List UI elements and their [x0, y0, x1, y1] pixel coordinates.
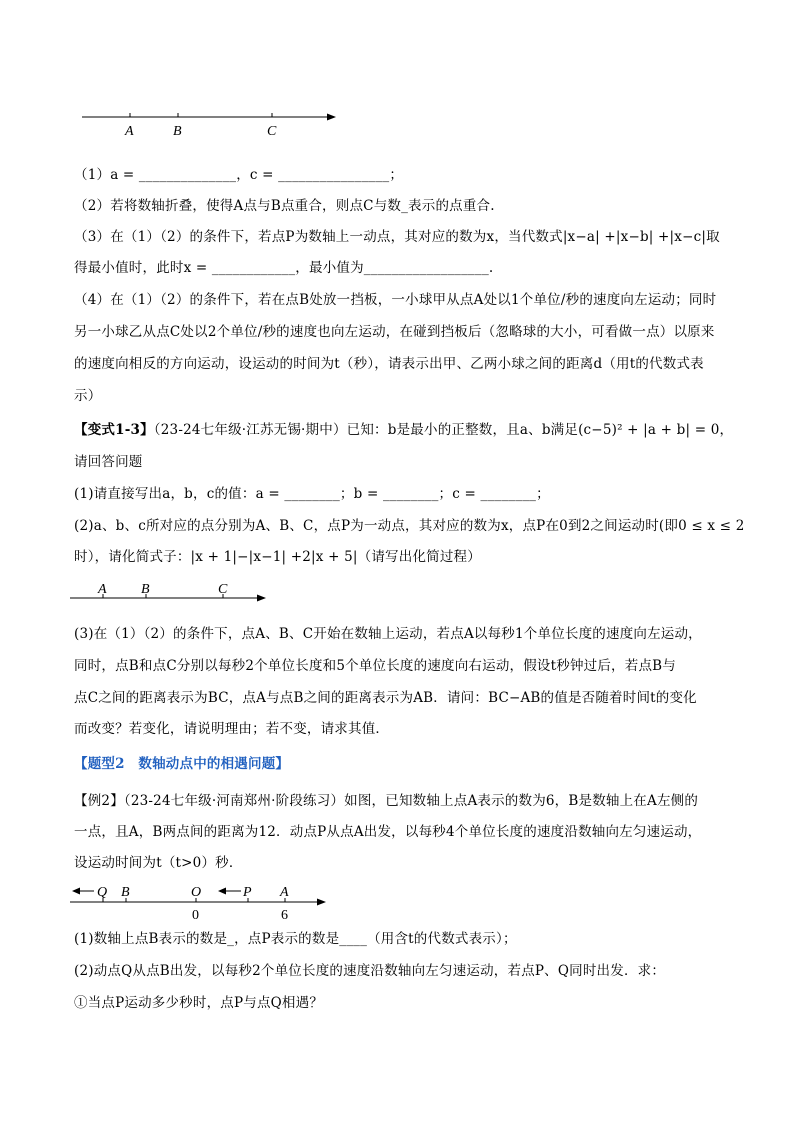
example-q-line-2: (2)动点Q从点B出发，以每秒2个单位长度的速度沿数轴向左匀速运动，若点P、Q同时出发．求：: [74, 963, 666, 979]
axis2-label-a: A: [98, 582, 107, 597]
axis1-label-b: B: [173, 124, 182, 139]
number-line-2: [68, 578, 270, 606]
axis1-label-c: C: [267, 124, 277, 139]
example-q-line-3: ①当点P运动多少秒时，点P与点Q相遇？: [74, 995, 324, 1011]
axis2-label-c: C: [218, 582, 228, 597]
q1-line-3: （3）在（1）（2）的条件下，若点P为数轴上一动点，其对应的数为x，当代数式|x−a| +|x−b| +|x−c|取: [74, 229, 720, 245]
axis3-tick-0: 0: [192, 908, 199, 923]
variant-line-7: 同时，点B和点C分别以每秒2个单位长度和5个单位长度的速度向右运动，假设t秒钟过后，若点B与: [74, 658, 676, 674]
q1-line-4: 得最小值时，此时x = ____________，最小值为__________________.: [74, 260, 494, 276]
q1-line-5: （4）在（1）（2）的条件下，若在点B处放一挡板，一小球甲从点A处以1个单位/秒的速度向左运动；同时: [74, 292, 717, 308]
q1-line-1: （1）a = ______________，c = ________________；: [74, 167, 404, 183]
axis3-label-o: O: [191, 885, 202, 900]
axis3-label-p: P: [243, 885, 252, 900]
variant-line-8: 点C之间的距离表示为BC，点A与点B之间的距离表示为AB．请问：BC−AB的值是否随着时间t的变化: [74, 690, 697, 706]
variant-tag: 【变式1-3】: [74, 422, 154, 438]
example-line-1: 【例2】（23-24七年级·河南郑州·阶段练习）如图，已知数轴上点A表示的数为6，B是数轴上在A左侧的: [74, 793, 699, 809]
variant-line-5: 时），请化简式子：|x + 1|−|x−1| +2|x + 5|（请写出化简过程）: [74, 549, 481, 565]
q1-line-6: 另一小球乙从点C处以2个单位/秒的速度也向左运动，在碰到挡板后（忽略球的大小，可看做一点）以原来: [74, 324, 715, 340]
example-line-2: 一点，且A，B两点间的距离为12．动点P从点A出发，以每秒4个单位长度的速度沿数轴向左匀速运动，: [74, 824, 702, 840]
variant-line-1: 【变式1-3】（23-24七年级·江苏无锡·期中）已知：b是最小的正整数，且a、b满足(c−5)² + |a + b| = 0，: [74, 422, 734, 438]
variant-line-4: (2)a、b、c所对应的点分别为A、B、C，点P为一动点，其对应的数为x，点P在0到2之间运动时(即0 ≤ x ≤ 2: [74, 518, 745, 534]
q1-line-2: （2）若将数轴折叠，使得A点与B点重合，则点C与数_表示的点重合.: [74, 198, 495, 214]
example-line-3: 设运动时间为t（t>0）秒．: [74, 855, 243, 871]
variant-line-2: 请回答问题: [74, 454, 143, 470]
variant-line-6: (3)在（1）（2）的条件下，点A、B、C开始在数轴上运动，若点A以每秒1个单位长度的速度向左运动，: [74, 626, 702, 642]
axis3-label-a: A: [280, 885, 289, 900]
example-q-line-1: (1)数轴上点B表示的数是_，点P表示的数是____（用含t的代数式表示）；: [74, 931, 517, 947]
axis2-label-b: B: [141, 582, 150, 597]
variant-line-3: (1)请直接写出a，b，c的值：a = ________；b = ________；c = ________；: [74, 486, 550, 502]
q1-line-7: 的速度向相反的方向运动，设运动的时间为t（秒），请表示出甲、乙两小球之间的距离d（用t的代数式表: [74, 356, 704, 372]
variant-line-9: 而改变？若变化，请说明理由；若不变，请求其值．: [74, 721, 390, 737]
axis3-label-b: B: [121, 885, 130, 900]
q1-line-8: 示）: [74, 388, 102, 404]
axis3-tick-6: 6: [281, 908, 288, 923]
number-line-3: [68, 878, 330, 924]
number-line-1: [78, 105, 340, 141]
axis1-label-a: A: [125, 124, 134, 139]
axis3-label-q: Q: [97, 885, 108, 900]
section-heading: 【题型2 数轴动点中的相遇问题】: [74, 756, 290, 772]
